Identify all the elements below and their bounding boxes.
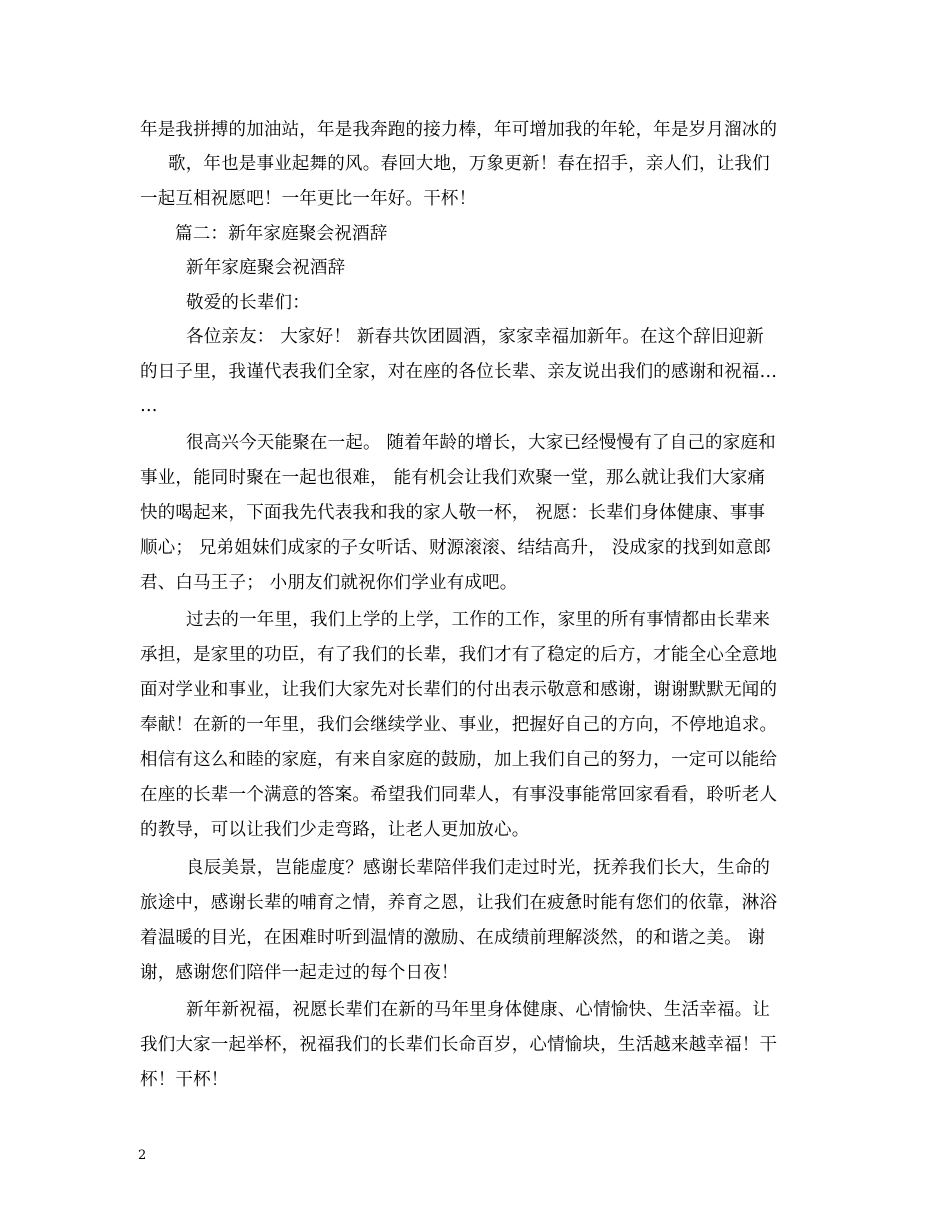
page-number: 2: [138, 1148, 147, 1163]
text-line: 相信有这么和睦的家庭，有来自家庭的鼓励，加上我们自己的努力，一定可以能给: [140, 750, 778, 770]
salutation: 敬爱的长辈们：: [186, 293, 310, 313]
text-line: 年是我拼搏的加油站，年是我奔跑的接力棒，年可增加我的年轮，年是岁月溜冰的: [140, 120, 778, 140]
text-line: 歌，年也是事业起舞的风。春回大地，万象更新！春在招手，亲人们，让我们: [168, 154, 770, 174]
text-line: …: [140, 396, 158, 416]
text-line: 的日子里，我谨代表我们全家，对在座的各位长辈、亲友说出我们的感谢和祝福…: [140, 362, 778, 382]
text-line: 在座的长辈一个满意的答案。希望我们同辈人，有事没事能常回家看看，聆听老人: [140, 785, 778, 805]
text-line: 着温暖的目光，在困难时听到温情的激励、在成绩前理解淡然，的和谐之美。 谢: [140, 928, 766, 948]
text-line: 事业，能同时聚在一起也很难， 能有机会让我们欢聚一堂，那么就让我们大家痛: [140, 468, 766, 488]
text-line: 很高兴今天能聚在一起。 随着年龄的增长，大家已经慢慢有了自己的家庭和: [186, 433, 776, 453]
text-line: 君、白马王子； 小朋友们就祝你们学业有成吧。: [140, 573, 518, 593]
text-line: 新年新祝福，祝愿长辈们在新的马年里身体健康、心情愉快、生活幸福。让: [186, 1000, 771, 1020]
text-line: 旅途中，感谢长辈的哺育之情，养育之恩，让我们在疲惫时能有您们的依靠，淋浴: [140, 893, 778, 913]
text-line: 快的喝起来，下面我先代表我和我的家人敬一杯， 祝愿：长辈们身体健康、事事: [140, 503, 766, 523]
text-line: 面对学业和事业，让我们大家先对长辈们的付出表示敬意和感谢，谢谢默默无闻的: [140, 680, 778, 700]
text-line: 我们大家一起举杯，祝福我们的长辈们长命百岁，心情愉块，生活越来越幸福！干: [140, 1035, 778, 1055]
text-line: 谢，感谢您们陪伴一起走过的每个日夜！: [140, 963, 459, 983]
text-line: 各位亲友： 大家好！ 新春共饮团圆酒，家家幸福加新年。在这个辞旧迎新: [186, 327, 764, 347]
document-title: 新年家庭聚会祝酒辞: [186, 258, 346, 278]
text-line: 顺心； 兄弟姐妹们成家的子女听话、财源滚滚、结结高升， 没成家的找到如意郎: [140, 538, 772, 558]
text-line: 一起互相祝愿吧！一年更比一年好。干杯！: [140, 189, 477, 209]
text-line: 奉献！在新的一年里，我们会继续学业、事业，把握好自己的方向，不停地追求。: [140, 715, 778, 735]
text-line: 杯！干杯！: [140, 1070, 229, 1090]
text-line: 过去的一年里，我们上学的上学，工作的工作，家里的所有事情都由长辈来: [186, 610, 771, 630]
text-line: 良辰美景，岂能虚度？感谢长辈陪伴我们走过时光，抚养我们长大，生命的: [186, 858, 771, 878]
text-line: 承担，是家里的功臣，有了我们的长辈，我们才有了稳定的后方，才能全心全意地: [140, 645, 778, 665]
text-line: 的教导，可以让我们少走弯路，让老人更加放心。: [140, 820, 530, 840]
section-heading: 篇二：新年家庭聚会祝酒辞: [175, 224, 388, 244]
